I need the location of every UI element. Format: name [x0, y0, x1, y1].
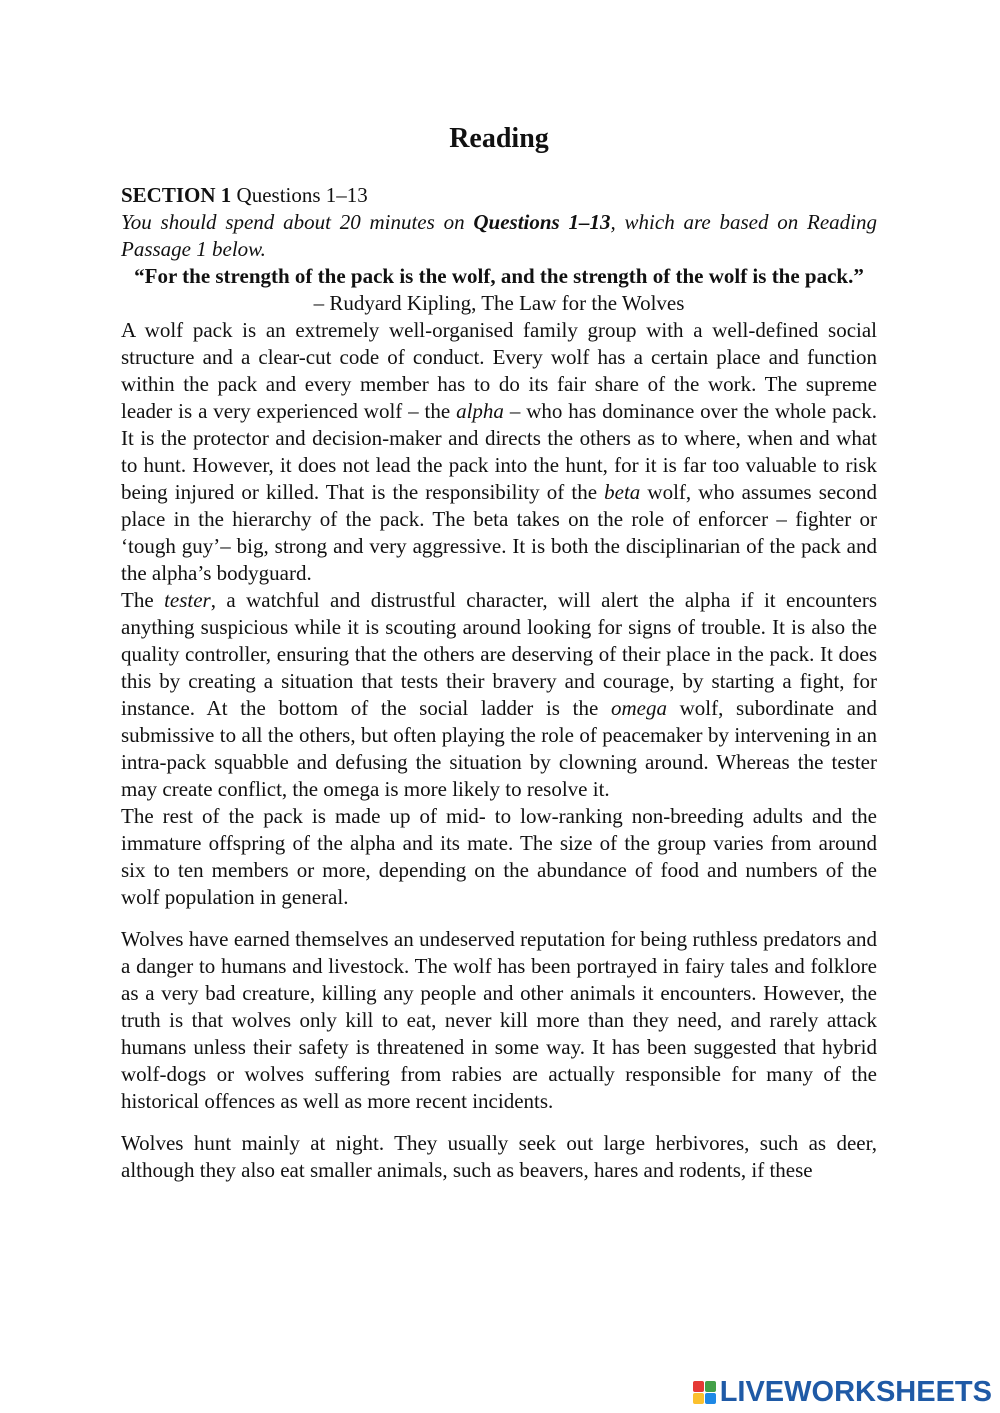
section-heading: [121, 182, 877, 209]
passage-paragraph-3: The rest of the pack is made up of mid- to low-ranking non-breeding adults and the immature offspring of the alpha and its mate. The size of the group varies from around six to ten members or more, depending on the abundance of food and numbers of the wolf population in general.: [121, 804, 877, 909]
logo-square-green: [705, 1381, 716, 1392]
logo-square-yellow: [693, 1393, 704, 1404]
liveworksheets-logo-icon: [693, 1381, 716, 1404]
logo-square-blue: [705, 1393, 716, 1404]
logo-square-red: [693, 1381, 704, 1392]
instructions-bold: Questions 1–13: [473, 210, 611, 234]
section-questions: Questions 1–13: [231, 183, 368, 207]
p1-text-a: A wolf pack is an extremely well-organised family group with a well-defined social structure and a clear-cut code of conduct. Every wolf has a certain place and function within the pack and every member has to do its fair share of the work. The supreme leader is a very experienced wolf – the: [121, 318, 877, 423]
instructions: [121, 209, 877, 263]
reading-body: [121, 182, 877, 1184]
passage-paragraph-1: [121, 317, 877, 587]
p2-text-a: The: [121, 588, 165, 612]
passage-paragraph-2: [121, 587, 877, 803]
passage-paragraph-4: Wolves have earned themselves an undeserved reputation for being ruthless predators and a danger to humans and livestock. The wolf has been portrayed in fairy tales and folklore as a very bad creature, killing any people and other animals it encounters. However, the truth is that wolves only kill to eat, never kill more than they need, and rarely attack humans unless their safety is threatened in some way. It has been suggested that hybrid wolf-dogs or wolves suffering from rabies are actually responsible for many of the historical offences as well as more recent incidents.: [121, 927, 877, 1113]
page-title: Reading: [449, 123, 549, 154]
p2-text-c: wolf, subordinate and submissive to all the others, but often playing the role of peacemaker by intervening in an intra-pack squabble and defusing the situation by clowning around. Whereas the tester may create conflict, the omega is more likely to resolve it.: [121, 696, 877, 801]
instructions-post: , which are based on Reading Passage 1 below.: [121, 210, 877, 261]
epigraph-quote: “For the strength of the pack is the wolf, and the strength of the wolf is the pack.”: [134, 264, 864, 288]
instructions-pre: You should spend about 20 minutes on: [121, 210, 474, 234]
p2-term-tester: tester: [164, 588, 211, 612]
p1-text-c: wolf, who assumes second place in the hierarchy of the pack. The beta takes on the role of enforcer – fighter or ‘tough guy’– big, strong and very aggressive. It is both the disciplinarian of the pack and the alpha’s bodyguard.: [121, 480, 878, 585]
epigraph-attribution: – Rudyard Kipling, The Law for the Wolves: [313, 291, 685, 315]
p1-term-beta: beta: [604, 480, 641, 504]
p1-text-b: – who has dominance over the whole pack. It is the protector and decision-maker and directs the others as to where, when and what to hunt. However, it does not lead the pack into the hunt, for it is far too valuable to risk being injured or killed. That is the responsibility of the: [121, 399, 877, 504]
section-label: SECTION 1: [121, 183, 232, 207]
liveworksheets-logo-text: LIVEWORKSHEETS: [719, 1375, 992, 1408]
p1-term-alpha: alpha: [456, 399, 504, 423]
p2-text-b: , a watchful and distrustful character, will alert the alpha if it encounters anything suspicious while it is scouting around looking for signs of trouble. It is also the quality controller, ensuring that the others are deserving of their place in the pack. It does this by creating a situation that tests their bravery and courage, by starting a fight, for instance. At the bottom of the social ladder is the: [121, 588, 877, 720]
p2-term-omega: omega: [610, 696, 667, 720]
liveworksheets-logo: [693, 1375, 992, 1408]
passage-paragraph-5: Wolves hunt mainly at night. They usually seek out large herbivores, such as deer, although they also eat smaller animals, such as beavers, hares and rodents, if these: [121, 1131, 877, 1182]
